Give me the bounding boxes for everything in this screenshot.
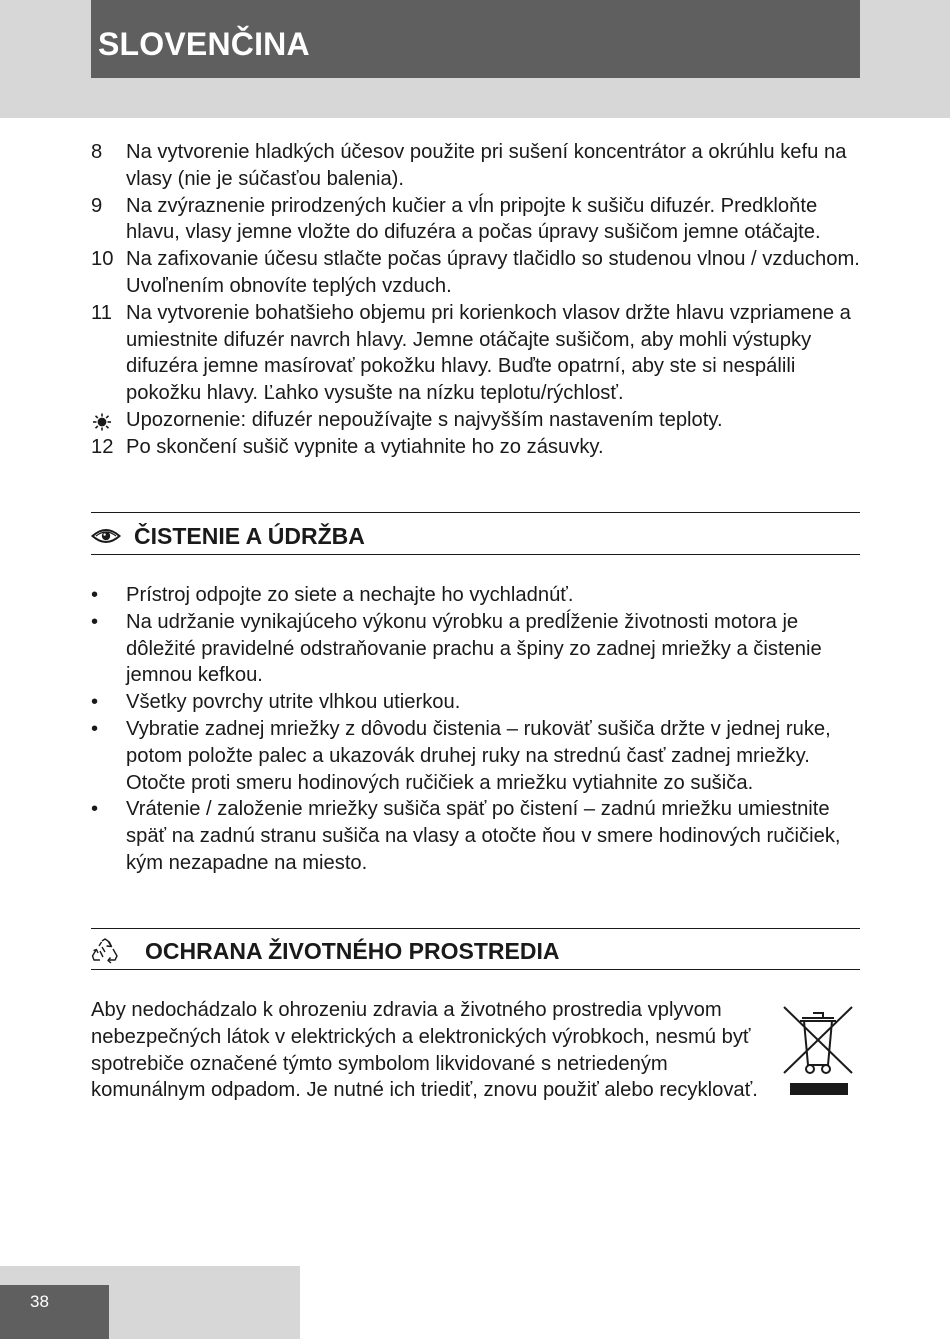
step-9 — [91, 193, 861, 247]
step-number: 12 — [91, 435, 114, 458]
list-item — [91, 689, 861, 716]
instruction-steps — [91, 139, 861, 461]
step-text: Na vytvorenie hladkých účesov použite pri sušení koncentrátor a okrúhlu kefu na vlasy (nie je súčasťou balenia). — [126, 141, 847, 190]
section-rule-top — [91, 928, 860, 929]
environment-paragraph: Aby nedochádzalo k ohrozeniu zdravia a životného prostredia vplyvom nebezpečných látok v elektrických a elektronických výrobkoch, nesmú byť spotrebiče označené týmto symbolom likvidované s netriedeným komunálnym odpadom. Je nutné ich triediť, znovu použiť alebo recyklovať. — [91, 999, 758, 1102]
cleaning-section-heading — [91, 516, 860, 556]
bullet-point: • — [91, 691, 99, 714]
step-text: Na zvýraznenie prirodzených kučier a vĺn pripojte k sušiču difuzér. Predkloňte hlavu, vlasy jemne vložte do difuzéra a počas úpravy sušičom jemne otáčajte. — [126, 194, 821, 244]
crossed-out-bin-icon — [780, 1003, 856, 1099]
cleaning-list — [91, 582, 861, 877]
warning-text: Upozornenie: difuzér nepoužívajte s najvyšším nastavením teploty. — [126, 408, 723, 431]
list-item-text: Na udržanie vynikajúceho výkonu výrobku a predĺženie životnosti motora je dôležité pravidelné odstraňovanie prachu a špiny zo zadnej mriežky a čistenie jemnou kefkou. — [126, 610, 822, 687]
recycle-icon — [91, 938, 119, 964]
bullet-point: • — [91, 717, 99, 740]
list-item-text: Prístroj odpojte zo siete a nechajte ho vychladnúť. — [126, 584, 574, 606]
step-text: Po skončení sušič vypnite a vytiahnite ho zo zásuvky. — [126, 435, 604, 458]
list-item — [91, 582, 861, 609]
list-item — [91, 716, 861, 796]
step-text: Na vytvorenie bohatšieho objemu pri korienkoch vlasov držte hlavu vzpriamene a umiestnite difuzér navrch hlavy. Jemne otáčajte sušičom, aby mohli výstupky difuzéra jemne masírovať pokožku hlavy. Buďte opatrní, aby ste si nespálili pokožku hlavy. Ľahko vysušte na nízku teplotu/rýchlosť. — [126, 301, 851, 405]
sun-icon — [91, 413, 113, 431]
section-title: OCHRANA ŽIVOTNÉHO PROSTREDIA — [145, 937, 560, 964]
step-10 — [91, 246, 861, 300]
warning-note — [91, 407, 861, 434]
step-number: 11 — [91, 301, 112, 324]
step-11 — [91, 300, 861, 407]
step-number: 8 — [91, 141, 103, 163]
section-rule-bottom — [91, 554, 860, 555]
bullet-point: • — [91, 798, 99, 821]
list-item — [91, 609, 861, 689]
language-title: SLOVENČINA — [98, 26, 310, 62]
step-text: Na zafixovanie účesu stlačte počas úpravy tlačidlo so studenou vlnou / vzduchom. Uvoľnením obnovíte teplých vzduch. — [126, 248, 860, 297]
page-number: 38 — [30, 1292, 49, 1311]
section-rule-bottom — [91, 969, 860, 970]
environment-section-heading — [91, 931, 860, 971]
step-number: 9 — [91, 194, 103, 217]
section-rule-top — [91, 512, 860, 513]
step-8 — [91, 139, 861, 193]
list-item-text: Všetky povrchy utrite vlhkou utierkou. — [126, 691, 461, 714]
list-item-text: Vrátenie / založenie mriežky sušiča späť po čistení – zadnú mriežku umiestnite späť na zadnú stranu sušiča na vlasy a otočte ňou v smere hodinových ručičiek, kým nezapadne na miesto. — [126, 798, 841, 874]
list-item-text: Vybratie zadnej mriežky z dôvodu čistenia – rukoväť sušiča držte v jednej ruke, potom položte palec a ukazovák druhej ruky na strednú časť zadnej mriežky. Otočte proti smeru hodinových ručičiek a mriežku vytiahnite zo sušiča. — [126, 717, 831, 794]
bullet-point: • — [91, 610, 99, 633]
list-item — [91, 796, 861, 876]
page-number-box — [0, 1285, 109, 1339]
step-number: 10 — [91, 248, 114, 271]
step-12 — [91, 434, 861, 461]
eye-icon — [91, 526, 121, 546]
bullet-point: • — [91, 584, 99, 606]
section-title: ČISTENIE A ÚDRŽBA — [134, 522, 365, 549]
